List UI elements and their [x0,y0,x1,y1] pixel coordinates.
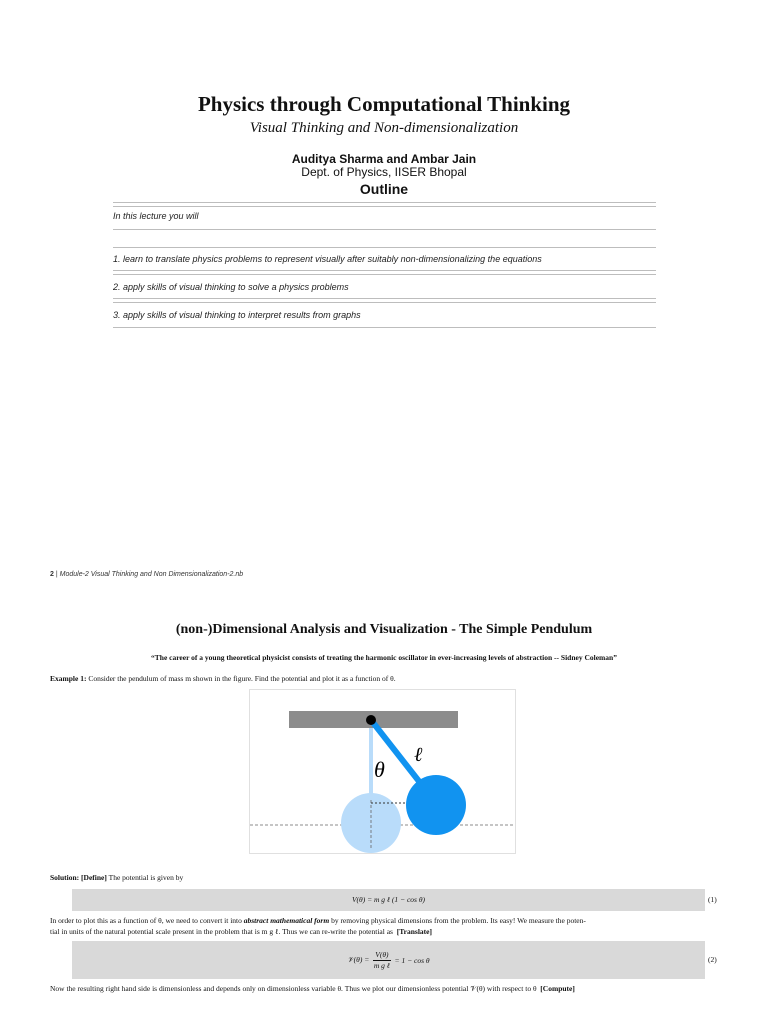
compute-tag: [Compute] [540,984,575,993]
outline-intro: In this lecture you will [113,211,199,221]
example-text: Consider the pendulum of mass m shown in the figure. Find the potential and plot it as a function of θ. [88,674,396,683]
translate-tag: [Translate] [396,927,432,936]
pendulum-figure [249,689,516,854]
divider [113,229,656,230]
equation-1 [72,889,705,911]
example-paragraph: Example 1: Consider the pendulum of mass m shown in the figure. Find the potential and plot it as a function of θ. [50,674,396,683]
translate-text-a: In order to plot this as a function of θ, we need to convert it into [50,916,242,925]
outline-item-2: 2. apply skills of visual thinking to solve a physics problems [113,282,349,292]
equation-2-numerator: V(θ) [375,949,389,959]
equation-2-denominator: m g ℓ [373,960,390,970]
solution-label: Solution: [Define] [50,873,107,882]
translate-text-c: tial in units of the natural potential scale present in the problem that is m g ℓ. Thus we can re-write the potential as [50,927,393,936]
divider [113,202,656,203]
page-footer [50,571,243,578]
pendulum-bob [406,775,466,835]
document-subtitle: Visual Thinking and Non-dimensionalization [249,120,519,136]
equation-2-fraction [373,950,390,971]
divider [113,327,656,328]
outline-item-1: 1. learn to translate physics problems to represent visually after suitably non-dimensionalizing the equations [113,254,542,264]
equation-2 [72,941,705,979]
document-title: Physics through Computational Thinking [197,92,571,116]
translate-emphasis: abstract mathematical form [243,916,330,925]
quote: “The career of a young theoretical physicist consists of treating the harmonic oscillator in ever-increasing levels of abstraction -- Sidney Coleman” [151,653,617,662]
footer-separator: | [55,571,60,578]
example-label: Example 1 [50,674,84,683]
footer-filename: Module-2 Visual Thinking and Non Dimensionalization-2.nb [59,571,244,578]
divider [113,206,656,207]
compute-paragraph [50,983,720,994]
outline-item-3: 3. apply skills of visual thinking to interpret results from graphs [113,310,361,320]
length-label: ℓ [414,744,423,766]
solution-paragraph [50,872,720,883]
equation-2-number: (2) [708,955,717,964]
divider [113,274,656,275]
section-heading: (non-)Dimensional Analysis and Visualization - The Simple Pendulum [175,622,593,637]
authors: Auditya Sharma and Ambar Jain [291,152,477,166]
translate-text-b: by removing physical dimensions from the problem. Its easy! We measure the poten- [331,916,586,925]
equation-1-number: (1) [708,895,717,904]
solution-text: The potential is given by [108,873,184,882]
equation-2-lhs: 𝒱(θ) = [347,955,370,964]
divider [113,270,656,271]
compute-text: Now the resulting right hand side is dimensionless and depends only on dimensionless variable θ. Thus we plot our dimensionless potential 𝒱(θ) with respect to θ [50,984,537,993]
divider [113,302,656,303]
footer-page-number: 2 [50,571,54,578]
theta-label: θ [374,757,385,782]
translate-paragraph [50,915,720,937]
department: Dept. of Physics, IISER Bhopal [301,165,467,179]
equation-2-rhs: = 1 − cos θ [394,955,430,965]
equation-1-expression: V(θ) = m g ℓ (1 − cos θ) [351,895,426,904]
divider [113,247,656,248]
divider [113,298,656,299]
pendulum-diagram [250,690,515,853]
outline-heading: Outline [359,181,409,197]
pivot-point [366,715,376,725]
